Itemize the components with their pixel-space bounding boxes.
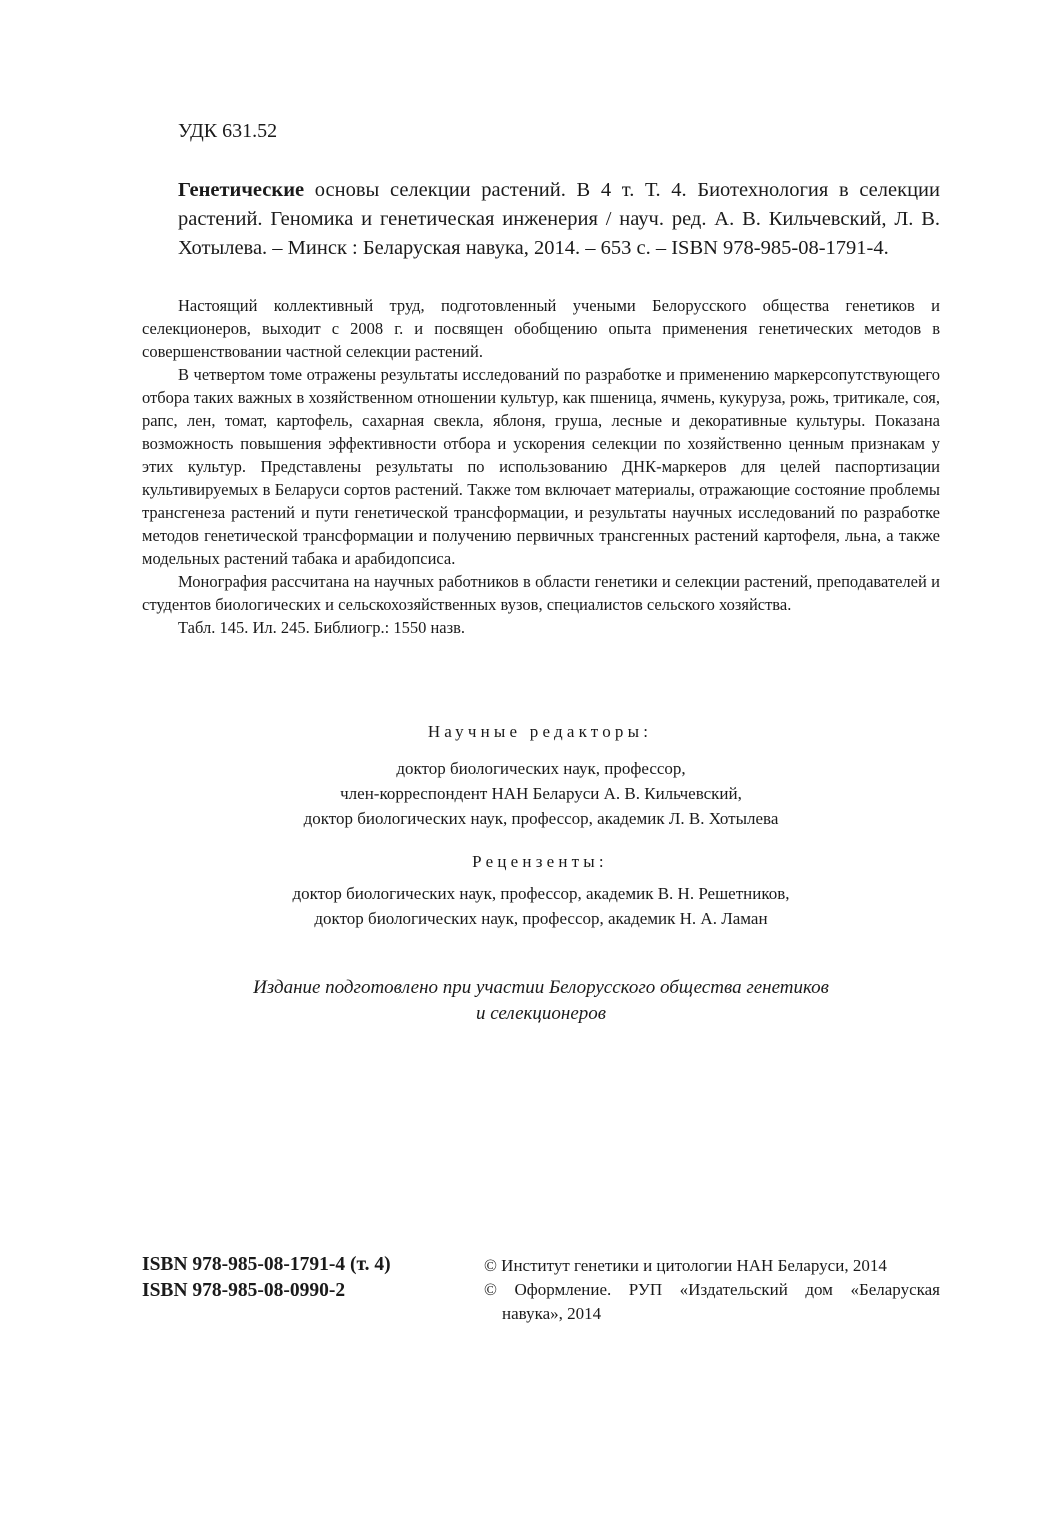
copyright-design: © Оформление. РУП «Издательский дом «Беларуская: [484, 1280, 940, 1299]
copyright-design-continued: навука», 2014: [502, 1304, 602, 1323]
abstract: [142, 294, 940, 639]
reviewers-heading: Рецензенты:: [472, 852, 608, 871]
publication-note-line: Издание подготовлено при участии Белорусского общества генетиков: [253, 977, 829, 998]
reviewer-line: доктор биологических наук, профессор, академик В. Н. Решетников,: [292, 884, 790, 903]
editors-list: [0, 756, 1058, 831]
abstract-paragraph-1: Настоящий коллективный труд, подготовленный учеными Белорусского общества генетиков и селекционеров, выходит с 2008 г. и посвящен обобщению опыта применения генетических методов в совершенствовании частной селекции растений.: [142, 296, 940, 361]
reviewers-list: [0, 881, 1058, 931]
editor-line: доктор биологических наук, профессор,: [396, 759, 686, 778]
bibliographic-title-word: Генетические: [178, 179, 305, 201]
editor-line: член-корреспондент НАН Беларуси А. В. Кильчевский,: [340, 784, 742, 803]
abstract-paragraph-3: Монография рассчитана на научных работников в области генетики и селекции растений, преподавателей и студентов биологических и сельскохозяйственных вузов, специалистов сельского хозяйства.: [142, 572, 940, 614]
abstract-paragraph-2: В четвертом томе отражены результаты исследований по разработке и применению маркерсопутствующего отбора таких важных в хозяйственном отношении культур, как пшеница, ячмень, кукуруза, рожь, тритикале, соя, рапс, лен, томат, картофель, сахарная свекла, яблоня, груша, лесные и декоративные культуры. Показана возможность повышения эффективности отбора и ускорения селекции по хозяйственно ценным признакам у этих культур. Представлены результаты по использованию ДНК-маркеров для целей паспортизации культивируемых в Беларуси сортов растений. Также том включает материалы, отражающие состояние проблемы трансгенеза растений и пути генетической трансформации, и результаты научных исследований по разработке методов генетической трансформации и получению первичных трансгенных растений картофеля, льна, а также модельных растений табака и арабидопсиса.: [142, 365, 940, 568]
editors-heading: Научные редакторы:: [427, 722, 653, 741]
editor-line: доктор биологических наук, профессор, академик Л. В. Хотылева: [303, 809, 779, 828]
copyright-block: [484, 1254, 940, 1326]
reviewer-line: доктор биологических наук, профессор, академик Н. А. Ламан: [314, 909, 768, 928]
isbn-block: [142, 1252, 391, 1304]
isbn-set: ISBN 978-985-08-0990-2: [142, 1280, 346, 1301]
udk-code: УДК 631.52: [178, 120, 278, 142]
bibliographic-rest: основы селекции растений. В 4 т. Т. 4. Биотехнология в селекции растений. Геномика и генетическая инженерия / науч. ред. А. В. Кильчевский, Л. В. Хотылева. – Минск : Беларуская навука, 2014. – 653 с. – ISBN 978-985-08-1791-4.: [178, 179, 940, 259]
isbn-volume: ISBN 978-985-08-1791-4 (т. 4): [142, 1254, 391, 1275]
abstract-statistics: Табл. 145. Ил. 245. Библиогр.: 1550 назв.: [178, 618, 466, 637]
publication-note: [0, 975, 1058, 1027]
publication-note-line: и селекционеров: [475, 1003, 607, 1024]
copyright-institute: © Институт генетики и цитологии НАН Беларуси, 2014: [484, 1256, 887, 1275]
bibliographic-description: [178, 176, 940, 263]
